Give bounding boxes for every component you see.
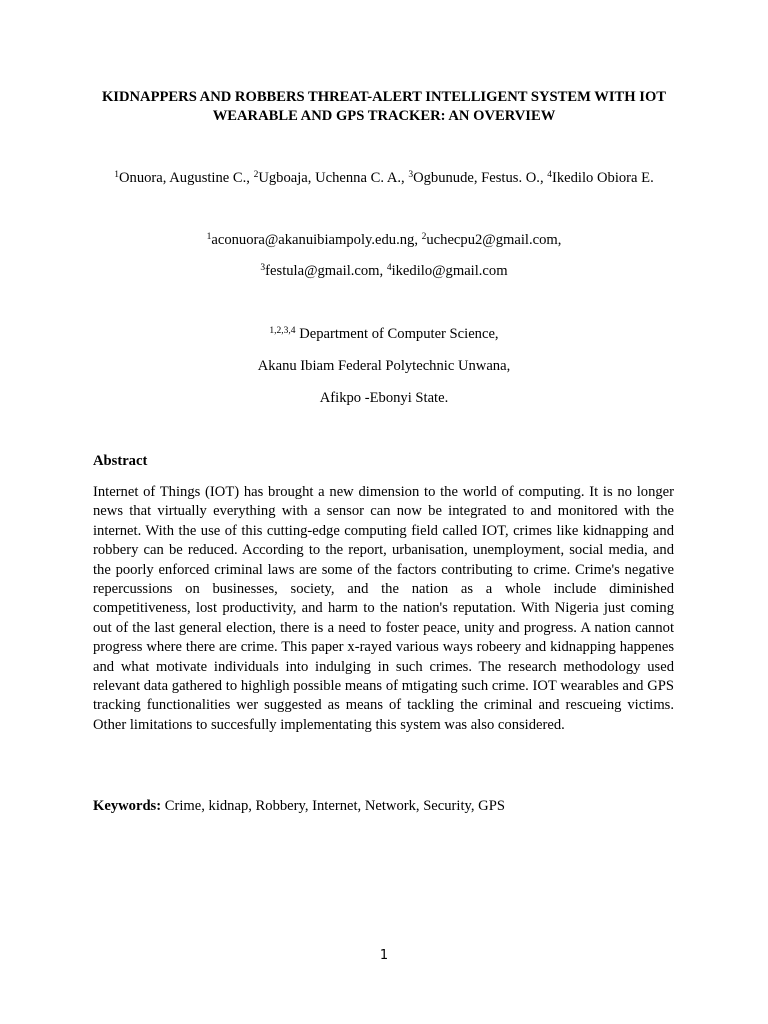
keywords-line — [93, 797, 505, 815]
email-1-address[interactable]: aconuora@akanuibiampoly.edu.ng, — [211, 232, 422, 248]
author-2-sup: 2 — [253, 170, 259, 180]
affiliation-address: Afikpo -Ebonyi State. — [319, 390, 449, 406]
email-2-address[interactable]: uchecpu2@gmail.com, — [426, 232, 562, 248]
affiliation-department — [0, 325, 768, 343]
email-4-sup: 4 — [386, 263, 392, 273]
email-line-2 — [0, 262, 768, 280]
abstract-body: Internet of Things (IOT) has brought a new dimension to the world of computing. It is no longer news that virtually everything with a sensor can now be integrated to and monitored with the internet. With the use of this cutting-edge computing field called IOT, crimes like kidnapping and robbery can be reduced. According to the report, urbanisation, unemployment, social media, and the poorly enforced criminal laws are some of the factors contributing to crime. Crime's negative repercussions on businesses, society, and the nation as a whole include diminished competitiveness, lost productivity, and harm to the nation's reputation. With Nigeria just coming out of the last general election, there is a need to foster peace, unity and progress. A nation cannot progress where there are crime. This paper x-rayed various ways robeery and kidnapping happenes and what motivate individuals into indulging in such crimes. The research methodology used relevant data gathered to highligh possible means of mtigating such crime. IOT wearables and GPS tracking functionalities wer suggested as means of tackling the criminal and rescueing victims. Other limitations to succesfully implementating this system was also considered. — [93, 484, 674, 733]
email-3-address[interactable]: festula@gmail.com, — [265, 263, 387, 279]
author-list — [0, 169, 768, 187]
author-2-name: Ugboaja, Uchenna C. A., — [258, 170, 409, 186]
department-name: Department of Computer Science, — [295, 326, 499, 342]
paper-title: KIDNAPPERS AND ROBBERS THREAT-ALERT INTELLIGENT SYSTEM WITH IOT WEARABLE AND GPS TRACKER: AN OVERVIEW — [101, 89, 667, 124]
author-1-name: Onuora, Augustine C., — [119, 170, 254, 186]
author-1-sup: 1 — [114, 170, 119, 180]
email-4-address[interactable]: ikedilo@gmail.com — [391, 263, 508, 279]
abstract-heading: Abstract — [93, 453, 148, 469]
email-3-sup: 3 — [260, 263, 266, 273]
author-4-name: Ikedilo Obiora E. — [552, 170, 654, 186]
affiliation-institution: Akanu Ibiam Federal Polytechnic Unwana, — [257, 358, 511, 374]
keywords-label: Keywords: — [93, 798, 162, 814]
author-3-name: Ogbunude, Festus. O., — [413, 170, 548, 186]
email-1-sup: 1 — [206, 232, 212, 242]
keywords-text: Crime, kidnap, Robbery, Internet, Network, Security, GPS — [161, 798, 505, 814]
author-4-sup: 4 — [547, 170, 552, 180]
author-3-sup: 3 — [408, 170, 414, 180]
email-line-1 — [0, 231, 768, 249]
affiliation-sup: 1,2,3,4 — [269, 326, 296, 336]
email-2-sup: 2 — [421, 232, 427, 242]
page-number: 1 — [379, 948, 389, 963]
